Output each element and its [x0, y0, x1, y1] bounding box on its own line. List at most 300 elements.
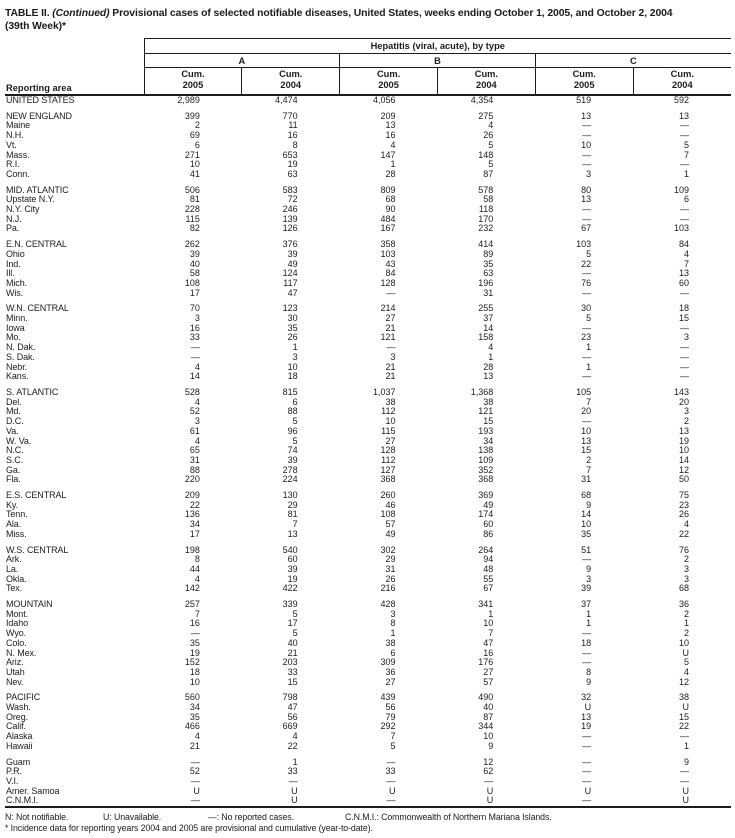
table-title-line1	[5, 7, 731, 20]
value-cell: 147	[380, 150, 396, 160]
hepatitis-span-header: Hepatitis (viral, acute), by type	[144, 39, 731, 54]
value-cell: U	[584, 786, 592, 796]
cum-label: Cum.	[279, 69, 303, 79]
value-cell: 79	[385, 712, 396, 722]
value-cell: 88	[189, 465, 200, 475]
reporting-area-cell: Idaho	[6, 619, 29, 629]
value-cell: 209	[184, 491, 200, 501]
table-row	[5, 260, 731, 270]
reporting-area-cell: Fla.	[6, 475, 21, 485]
table-row	[5, 649, 731, 659]
value-cell: 10	[678, 446, 689, 456]
reporting-area-cell: Mo.	[6, 333, 21, 343]
value-cell: 40	[287, 638, 298, 648]
value-cell: 40	[189, 259, 200, 269]
table-row	[5, 343, 731, 353]
reporting-area-cell: Md.	[6, 407, 21, 417]
value-cell: 49	[287, 259, 298, 269]
col-header-b-2005	[340, 68, 438, 96]
reporting-area-cell: Ark.	[6, 555, 22, 565]
value-cell: 115	[185, 214, 200, 224]
value-cell: 439	[380, 693, 396, 703]
value-cell: 37	[483, 314, 494, 324]
table-row	[5, 205, 731, 215]
table-row	[5, 629, 731, 639]
reporting-area-cell: N.J.	[6, 214, 22, 224]
reporting-area-cell: Miss.	[6, 529, 27, 539]
value-cell: 6	[683, 195, 689, 205]
value-cell: 15	[581, 446, 592, 456]
value-cell: 16	[287, 131, 298, 141]
reporting-area-cell: Pa.	[6, 224, 20, 234]
table-row	[5, 456, 731, 466]
value-cell: 17	[287, 619, 298, 629]
value-cell: 13	[678, 111, 689, 121]
value-cell: 17	[189, 529, 200, 539]
table-row	[5, 186, 731, 196]
value-cell: 798	[282, 693, 298, 703]
value-cell: 3	[292, 352, 298, 362]
reporting-area-cell: Upstate N.Y.	[6, 195, 55, 205]
reporting-area-cell: Tex.	[6, 584, 23, 594]
table-row	[5, 160, 731, 170]
table-row	[5, 304, 731, 314]
value-cell: 61	[189, 426, 200, 436]
value-cell: 26	[287, 333, 298, 343]
value-cell: 7	[683, 259, 689, 269]
table-row	[5, 112, 731, 122]
reporting-area-cell: Mass.	[6, 150, 30, 160]
value-cell: 22	[678, 529, 689, 539]
value-cell: 12	[678, 465, 689, 475]
value-cell: 126	[282, 224, 298, 234]
value-cell: 81	[189, 195, 200, 205]
value-cell: 376	[282, 240, 298, 250]
value-cell: 466	[184, 722, 200, 732]
value-cell: 51	[581, 545, 592, 555]
value-cell: 13	[678, 426, 689, 436]
value-cell: 5	[390, 741, 396, 751]
value-cell: —	[582, 121, 592, 131]
value-cell: 4	[683, 520, 689, 530]
value-cell: 246	[282, 205, 298, 215]
value-cell: —	[582, 288, 592, 298]
table-row	[5, 796, 731, 807]
value-cell: 31	[189, 455, 200, 465]
value-cell: 38	[385, 638, 396, 648]
value-cell: 10	[483, 619, 494, 629]
value-cell: 224	[282, 475, 298, 485]
reporting-area-cell: W.S. CENTRAL	[6, 545, 69, 555]
notifiable-diseases-table	[5, 38, 731, 808]
reporting-area-cell: N.H.	[6, 131, 24, 141]
value-cell: 27	[385, 314, 396, 324]
value-cell: 5	[586, 314, 592, 324]
value-cell: 21	[287, 648, 298, 658]
value-cell: 35	[483, 259, 494, 269]
reporting-area-cell: Okla.	[6, 574, 27, 584]
value-cell: 32	[581, 693, 592, 703]
value-cell: 117	[283, 278, 298, 288]
value-cell: 47	[287, 288, 298, 298]
reporting-area-cell: R.I.	[6, 160, 20, 170]
value-cell: 3	[194, 314, 200, 324]
value-cell: —	[680, 372, 689, 382]
value-cell: 4	[683, 667, 689, 677]
value-cell: 1	[683, 169, 689, 179]
value-cell: 27	[385, 677, 396, 687]
reporting-area-cell: PACIFIC	[6, 693, 41, 703]
reporting-area-cell: MID. ATLANTIC	[6, 185, 69, 195]
table-title-line2: (39th Week)*	[5, 21, 66, 32]
value-cell: 4	[194, 574, 200, 584]
value-cell: 506	[184, 185, 200, 195]
value-cell: U	[242, 796, 340, 807]
value-cell: —	[582, 777, 592, 786]
value-cell: 1	[586, 619, 592, 629]
value-cell: 13	[678, 269, 689, 279]
value-cell: 264	[478, 545, 494, 555]
value-cell: 2	[683, 609, 689, 619]
reporting-area-cell: Oreg.	[6, 712, 29, 722]
value-cell: 21	[189, 741, 200, 751]
value-cell: —	[680, 343, 689, 353]
value-cell: 519	[576, 95, 592, 105]
reporting-area-cell: Colo.	[6, 638, 27, 648]
value-cell: 4	[390, 140, 396, 150]
reporting-area-cell: Wyo.	[6, 629, 27, 639]
value-cell: 2	[683, 555, 689, 565]
value-cell: 9	[683, 757, 689, 767]
value-cell: 414	[478, 240, 494, 250]
value-cell: 5	[292, 417, 298, 427]
value-cell: 10	[581, 140, 592, 150]
value-cell: 262	[184, 240, 200, 250]
value-cell: 27	[385, 436, 396, 446]
value-cell: 5	[488, 160, 494, 170]
value-cell: 128	[380, 278, 396, 288]
table-row	[5, 742, 731, 752]
value-cell: —	[582, 767, 592, 777]
value-cell: 87	[483, 712, 494, 722]
value-cell: 21	[385, 372, 396, 382]
value-cell: —	[582, 372, 592, 382]
value-cell: 74	[287, 446, 298, 456]
value-cell: 65	[189, 446, 200, 456]
value-cell: U	[291, 786, 298, 796]
value-cell: 12	[678, 677, 689, 687]
reporting-area-cell: Ohio	[6, 249, 25, 259]
value-cell: 29	[287, 500, 298, 510]
table-row	[5, 600, 731, 610]
reporting-area-cell: Calif.	[6, 722, 26, 732]
value-cell: 28	[385, 169, 396, 179]
value-cell: —	[582, 732, 592, 742]
value-cell: 167	[380, 224, 396, 234]
value-cell: 55	[483, 574, 494, 584]
reporting-area-cell: Maine	[6, 121, 31, 131]
value-cell: 10	[189, 677, 200, 687]
value-cell: 19	[287, 160, 298, 170]
value-cell: 15	[483, 417, 494, 427]
legend-line	[5, 812, 731, 823]
table-row	[5, 575, 731, 585]
value-cell: U	[584, 703, 592, 713]
table-row	[5, 427, 731, 437]
value-cell: 75	[678, 491, 689, 501]
value-cell: 26	[483, 131, 494, 141]
value-cell: 39	[581, 584, 592, 594]
year-label: 2004	[476, 80, 497, 90]
cum-label: Cum.	[474, 69, 498, 79]
value-cell: 232	[478, 224, 494, 234]
table-row	[5, 141, 731, 151]
value-cell: —	[190, 343, 200, 353]
reporting-area-cell: Del.	[6, 397, 22, 407]
value-cell: 52	[189, 767, 200, 777]
value-cell: 67	[483, 584, 494, 594]
year-label: 2005	[182, 80, 204, 90]
value-cell: —	[582, 269, 592, 279]
value-cell: —	[680, 362, 689, 372]
value-cell: —	[582, 629, 592, 639]
value-cell: 10	[385, 417, 396, 427]
value-cell: 228	[184, 205, 200, 215]
table-row	[5, 240, 731, 250]
value-cell: 220	[184, 475, 200, 485]
value-cell: 68	[385, 195, 396, 205]
table-row	[5, 417, 731, 427]
value-cell: 26	[678, 510, 689, 520]
value-cell: 35	[189, 712, 200, 722]
value-cell: 33	[287, 667, 298, 677]
value-cell: 60	[678, 278, 689, 288]
value-cell: 21	[385, 323, 396, 333]
table-row	[5, 693, 731, 703]
value-cell: 7	[390, 732, 396, 742]
value-cell: U	[486, 786, 494, 796]
value-cell: 63	[483, 269, 494, 279]
table-row	[5, 639, 731, 649]
value-cell: 36	[385, 667, 396, 677]
value-cell: 30	[581, 304, 592, 314]
value-cell: —	[680, 160, 689, 170]
value-cell: 369	[478, 491, 494, 501]
table-row	[5, 466, 731, 476]
cum-label: Cum.	[376, 69, 401, 79]
value-cell: 560	[184, 693, 200, 703]
value-cell: —	[680, 214, 689, 224]
reporting-area-cell: N.C.	[6, 446, 24, 456]
value-cell: 16	[483, 648, 494, 658]
value-cell: 109	[673, 185, 689, 195]
table-row	[5, 520, 731, 530]
value-cell: —	[582, 352, 592, 362]
table-row	[5, 713, 731, 723]
value-cell: 4	[292, 732, 298, 742]
value-cell: 19	[581, 722, 592, 732]
value-cell: 40	[483, 703, 494, 713]
value-cell: 2	[586, 455, 592, 465]
value-cell: 578	[478, 185, 494, 195]
value-cell: 528	[184, 387, 200, 397]
value-cell: 115	[381, 426, 396, 436]
value-cell: 257	[184, 600, 200, 610]
table-row	[5, 767, 731, 777]
value-cell: 58	[189, 269, 200, 279]
reporting-area-cell: Alaska	[6, 732, 33, 742]
value-cell: 19	[189, 648, 200, 658]
value-cell: 47	[287, 703, 298, 713]
value-cell: 22	[287, 741, 298, 751]
reporting-area-cell: Ala.	[6, 520, 22, 530]
reporting-area-cell: Ill.	[6, 269, 15, 279]
value-cell: 10	[189, 160, 200, 170]
reporting-area-cell: Ga.	[6, 465, 21, 475]
reporting-area-cell: Wash.	[6, 703, 31, 713]
reporting-area-cell: S. Dak.	[6, 352, 35, 362]
value-cell: 86	[483, 529, 494, 539]
col-header-b-2004	[437, 68, 535, 96]
table-row	[5, 279, 731, 289]
span-header-row	[5, 39, 731, 54]
reporting-area-cell: N. Dak.	[6, 343, 36, 353]
value-cell: 8	[292, 140, 298, 150]
value-cell: 31	[581, 475, 592, 485]
value-cell: 3	[683, 564, 689, 574]
table-body	[5, 95, 731, 807]
value-cell: 90	[385, 205, 396, 215]
table-row	[5, 787, 731, 797]
value-cell: 34	[483, 436, 494, 446]
reporting-area-cell: Hawaii	[6, 741, 33, 751]
value-cell: 31	[385, 564, 396, 574]
value-cell: 8	[390, 619, 396, 629]
group-header-a: A	[144, 54, 340, 68]
col-header-c-2004	[633, 68, 731, 96]
year-label: 2005	[573, 80, 595, 90]
value-cell: 139	[282, 214, 298, 224]
value-cell: 9	[586, 677, 592, 687]
table-row	[5, 398, 731, 408]
table-row	[5, 703, 731, 713]
value-cell: 1	[683, 741, 689, 751]
value-cell: 96	[287, 426, 298, 436]
table-row	[5, 151, 731, 161]
reporting-area-cell: NEW ENGLAND	[6, 111, 72, 121]
value-cell: —	[582, 214, 592, 224]
value-cell: 12	[483, 757, 494, 767]
value-cell: 15	[287, 677, 298, 687]
value-cell: 3	[586, 574, 592, 584]
value-cell: 37	[581, 600, 592, 610]
value-cell: 13	[581, 436, 592, 446]
value-cell: 10	[581, 426, 592, 436]
value-cell: 84	[385, 269, 396, 279]
value-cell: 87	[483, 169, 494, 179]
value-cell: 35	[287, 323, 298, 333]
value-cell: 30	[287, 314, 298, 324]
value-cell: 2,989	[177, 95, 200, 105]
value-cell: 352	[478, 465, 494, 475]
year-label: 2004	[280, 80, 302, 90]
value-cell: 14	[581, 510, 592, 520]
value-cell: 63	[287, 169, 298, 179]
table-row	[5, 131, 731, 141]
value-cell: 368	[380, 475, 396, 485]
value-cell: 176	[478, 658, 494, 668]
table-row	[5, 215, 731, 225]
value-cell: 490	[478, 693, 494, 703]
value-cell: 20	[678, 397, 689, 407]
reporting-area-cell: Nev.	[6, 677, 24, 687]
value-cell: 302	[380, 545, 396, 555]
table-row	[5, 584, 731, 594]
value-cell: 14	[678, 455, 689, 465]
value-cell: 103	[380, 249, 396, 259]
value-cell: 1	[390, 629, 396, 639]
value-cell: 3	[683, 333, 689, 343]
value-cell: 4	[488, 343, 494, 353]
value-cell: —	[582, 417, 592, 427]
value-cell: 815	[282, 387, 298, 397]
value-cell: 3	[683, 407, 689, 417]
value-cell: 28	[483, 362, 494, 372]
value-cell: —	[190, 629, 200, 639]
value-cell: 5	[683, 140, 689, 150]
group-header-c: C	[535, 54, 731, 68]
value-cell: 4,354	[470, 95, 494, 105]
value-cell: 43	[385, 259, 396, 269]
table-row	[5, 407, 731, 417]
reporting-area-cell: N.Y. City	[6, 205, 40, 215]
value-cell: 112	[381, 455, 396, 465]
value-cell: 27	[483, 667, 494, 677]
value-cell: 669	[282, 722, 298, 732]
value-cell: 7	[194, 609, 200, 619]
value-cell: 94	[483, 555, 494, 565]
value-cell: 36	[678, 600, 689, 610]
table-row	[5, 289, 731, 299]
col-header-c-2005	[535, 68, 633, 96]
value-cell: 18	[287, 372, 298, 382]
reporting-area-cell: Tenn.	[6, 510, 28, 520]
value-cell: —	[582, 658, 592, 668]
value-cell: 60	[483, 520, 494, 530]
value-cell: 7	[683, 150, 689, 160]
value-cell: 9	[488, 741, 494, 751]
value-cell: 10	[678, 638, 689, 648]
reporting-area-cell: MOUNTAIN	[6, 600, 53, 610]
value-cell: 653	[282, 150, 298, 160]
value-cell: 35	[189, 638, 200, 648]
value-cell: 8	[586, 667, 592, 677]
value-cell: 68	[678, 584, 689, 594]
value-cell: 14	[483, 323, 494, 333]
value-cell: 38	[483, 397, 494, 407]
value-cell: 13	[581, 111, 592, 121]
reporting-area-cell: W. Va.	[6, 436, 32, 446]
value-cell: —	[582, 160, 592, 170]
value-cell: 10	[483, 732, 494, 742]
value-cell: 127	[380, 465, 396, 475]
value-cell: 203	[282, 658, 298, 668]
value-cell: 3	[194, 417, 200, 427]
reporting-area-cell: S.C.	[6, 455, 24, 465]
legend-cnmi: C.N.M.I.: Commonwealth of Northern Mariana Islands.	[345, 812, 552, 823]
reporting-area-cell: E.N. CENTRAL	[6, 240, 67, 250]
value-cell: 1	[586, 362, 592, 372]
